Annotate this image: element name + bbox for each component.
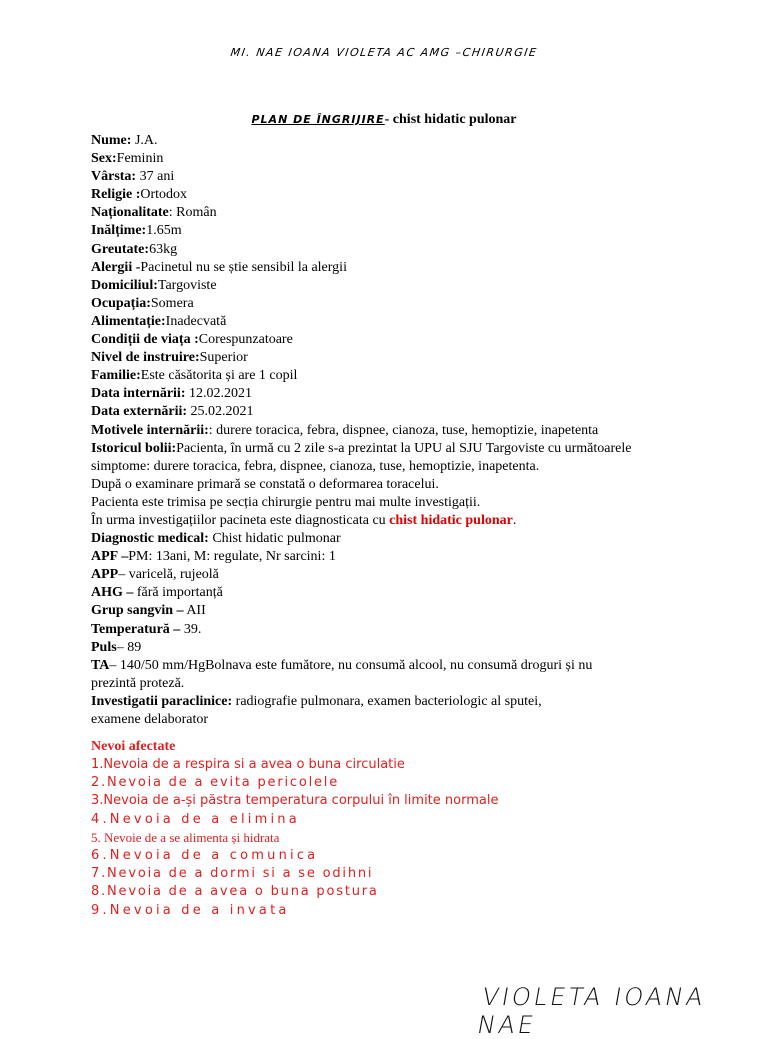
field-label: Data externării: bbox=[91, 404, 188, 420]
field-row bbox=[91, 403, 691, 421]
field-row bbox=[91, 584, 691, 602]
field-row bbox=[91, 349, 691, 367]
field-value: 25.02.2021 bbox=[187, 404, 254, 420]
istoric-bolii bbox=[91, 440, 691, 530]
field-value: Corespunzatoare bbox=[198, 332, 293, 348]
istoric-line1: Pacienta, în urmă cu 2 zile s-a prezintat la UPU al SJU Targoviste cu următoarele bbox=[176, 440, 632, 456]
field-label: Data internării: bbox=[91, 386, 186, 402]
field-row bbox=[91, 621, 691, 639]
field-row bbox=[91, 566, 691, 584]
field-label: Ocupația: bbox=[91, 295, 151, 311]
field-label: Temperatură – bbox=[91, 621, 181, 637]
ta-line2: prezintă proteză. bbox=[91, 675, 185, 691]
nevoi-afectate bbox=[91, 738, 498, 920]
field-value: : Român bbox=[168, 205, 217, 221]
field-row bbox=[91, 295, 691, 313]
field-value: : durere toracica, febra, dispnee, cianoza, tuse, hemoptizie, inapetenta bbox=[208, 422, 599, 438]
field-label: APP bbox=[91, 567, 119, 583]
field-label: AHG – bbox=[91, 585, 134, 601]
investigatii-line2: examene delaborator bbox=[91, 712, 208, 727]
investigatii-line1: radiografie pulmonara, examen bacteriologic al sputei, bbox=[232, 693, 542, 709]
field-row bbox=[91, 277, 691, 295]
investigatii-block bbox=[91, 693, 691, 729]
field-value: 37 ani bbox=[136, 169, 175, 185]
need-item: 1.Nevoia de a respira si a avea o buna circulatie bbox=[91, 757, 405, 772]
nevoi-heading: Nevoi afectate bbox=[91, 739, 176, 754]
field-label: Naționalitate bbox=[91, 205, 169, 221]
field-label: Condiții de viața : bbox=[91, 332, 199, 348]
need-item: 9.Nevoia de a invata bbox=[91, 902, 290, 918]
need-item: 5. Nevoie de a se alimenta și hidrata bbox=[91, 829, 280, 845]
field-label: Grup sangvin – bbox=[91, 603, 184, 619]
need-item: 7.Nevoia de a dormi si a se odihni bbox=[91, 866, 374, 882]
field-label: Diagnostic medical: bbox=[91, 531, 209, 547]
document-header: MI. NAE IOANA VIOLETA AC AMG –CHIRURGIE bbox=[229, 46, 539, 59]
need-item: 8.Nevoia de a avea o buna postura bbox=[91, 884, 379, 900]
field-row bbox=[91, 132, 691, 150]
need-item: 6.Nevoia de a comunica bbox=[91, 848, 319, 864]
field-label: Sex: bbox=[91, 151, 117, 167]
title-sub: - chist hidatic pulonar bbox=[384, 112, 517, 127]
field-row bbox=[91, 186, 691, 204]
istoric-line5: În urma investigațiilor pacineta este diagnosticata cu bbox=[91, 512, 390, 528]
patient-info bbox=[91, 132, 691, 729]
field-row bbox=[91, 639, 691, 657]
field-value: 1.65m bbox=[146, 223, 182, 239]
need-item: 2.Nevoia de a evita pericolele bbox=[91, 775, 339, 791]
field-label: Alergii - bbox=[91, 259, 141, 275]
field-label: Domiciliul: bbox=[91, 277, 158, 293]
field-label: APF – bbox=[91, 549, 129, 565]
field-value: fără importanță bbox=[133, 585, 223, 601]
field-value: Chist hidatic pulmonar bbox=[208, 531, 341, 547]
istoric-line2: simptome: durere toracica, febra, dispnee, cianoza, tuse, hemoptizie, inapetenta. bbox=[91, 458, 540, 474]
need-item: 4.Nevoia de a elimina bbox=[91, 811, 300, 827]
field-value: 63kg bbox=[149, 241, 178, 257]
field-value: – 89 bbox=[116, 639, 142, 655]
field-row bbox=[91, 259, 691, 277]
field-value: Ortodox bbox=[140, 187, 188, 203]
field-value: Feminin bbox=[116, 151, 164, 167]
field-label: Nume: bbox=[91, 133, 132, 148]
field-value: 39. bbox=[180, 621, 202, 637]
ta-line1: – 140/50 mm/HgBolnava este fumătore, nu consumă alcool, nu consumă droguri și nu bbox=[109, 657, 593, 673]
field-value: PM: 13ani, M: regulate, Nr sarcini: 1 bbox=[128, 549, 336, 565]
field-row bbox=[91, 548, 691, 566]
field-value: Pacinetul nu se știe sensibil la alergii bbox=[140, 259, 347, 275]
need-item: 3.Nevoia de a-și păstra temperatura corpului în limite normale bbox=[91, 793, 499, 809]
istoric-line4: Pacienta este trimisa pe secția chirurgie pentru mai multe investigații. bbox=[91, 494, 481, 510]
field-row bbox=[91, 241, 691, 259]
field-value: Targoviste bbox=[157, 277, 217, 293]
field-label: Motivele internării: bbox=[91, 422, 209, 438]
field-value: – varicelă, rujeolă bbox=[118, 567, 219, 583]
field-row bbox=[91, 150, 691, 168]
field-value: Somera bbox=[150, 295, 194, 311]
field-row bbox=[91, 530, 691, 548]
field-label: Nivel de instruire: bbox=[91, 350, 200, 366]
ta-label: TA bbox=[91, 657, 110, 673]
field-label: Greutate: bbox=[91, 241, 150, 257]
ta-block bbox=[91, 657, 691, 693]
document-title bbox=[0, 112, 768, 128]
field-label: Religie : bbox=[91, 187, 141, 203]
field-row bbox=[91, 204, 691, 222]
investigatii-label: Investigatii paraclinice: bbox=[91, 693, 233, 709]
field-row bbox=[91, 385, 691, 403]
field-row bbox=[91, 168, 691, 186]
field-value: Inadecvată bbox=[165, 313, 227, 329]
title-main: PLAN DE ÎNGRIJIRE bbox=[251, 113, 385, 126]
diagnosis-highlight: chist hidatic pulonar bbox=[389, 512, 513, 528]
field-row bbox=[91, 313, 691, 331]
field-label: Familie: bbox=[91, 368, 141, 384]
field-row bbox=[91, 422, 691, 440]
istoric-line5-end: . bbox=[512, 512, 517, 528]
field-value: J.A. bbox=[131, 133, 158, 148]
field-value: 12.02.2021 bbox=[185, 386, 252, 402]
signature: VIOLETA IOANA NAE bbox=[475, 983, 709, 1039]
field-label: Vârsta: bbox=[91, 169, 137, 185]
istoric-line3: După o examinare primară se constată o deformarea toracelui. bbox=[91, 476, 439, 492]
field-value: Superior bbox=[199, 350, 248, 366]
field-value: AII bbox=[183, 603, 206, 619]
field-row bbox=[91, 602, 691, 620]
field-row bbox=[91, 367, 691, 385]
field-label: Alimentație: bbox=[91, 313, 166, 329]
field-row bbox=[91, 331, 691, 349]
field-label: Inălțime: bbox=[91, 223, 147, 239]
field-label: Puls bbox=[91, 639, 117, 655]
field-row bbox=[91, 222, 691, 240]
istoric-label: Istoricul bolii: bbox=[91, 440, 177, 456]
field-value: Este căsătorita și are 1 copil bbox=[140, 368, 298, 384]
